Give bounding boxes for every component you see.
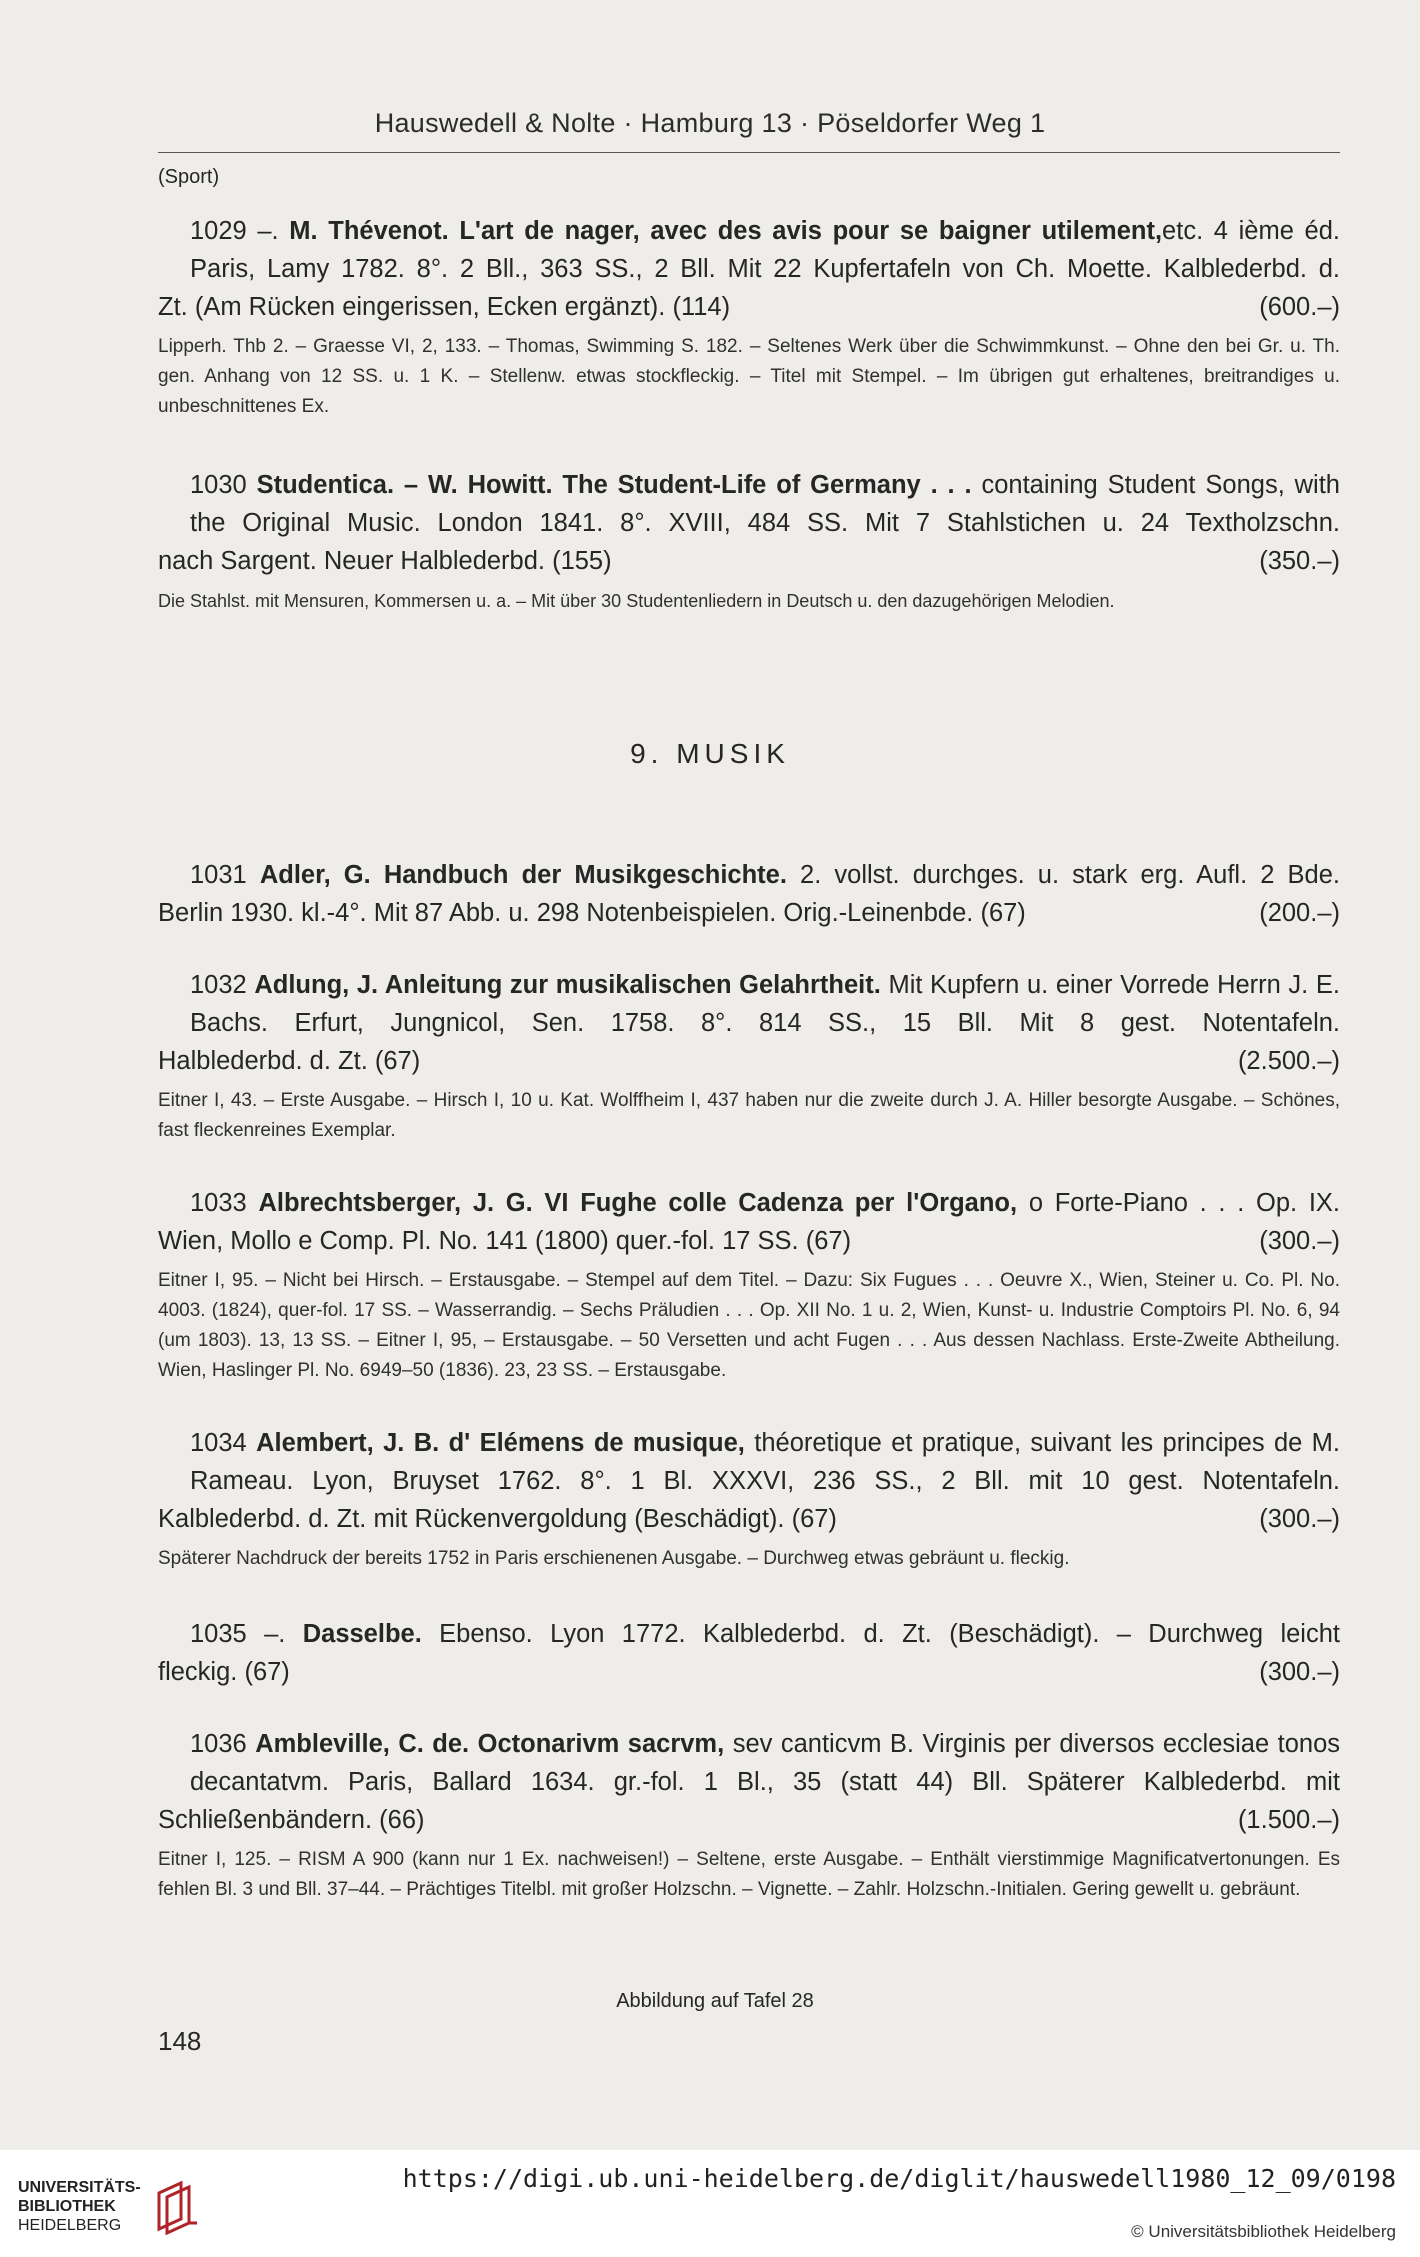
- entry-title: Studentica. – W. Howitt. The Student-Life of Germany . . .: [256, 471, 972, 499]
- permalink-url[interactable]: https://digi.ub.uni-heidelberg.de/diglit/hauswedell1980_12_09/0198: [402, 2164, 1396, 2193]
- lot-number: 1030: [190, 471, 247, 499]
- lot-number: 1032: [190, 971, 247, 999]
- logo-line-2: BIBLIOTHEK: [18, 2198, 116, 2215]
- logo-text: [18, 2178, 141, 2235]
- entry-last-line: fleckig. (67): [158, 1658, 290, 1686]
- library-footer: [0, 2150, 1420, 2257]
- logo-line-1: UNIVERSITÄTS-: [18, 2179, 141, 2196]
- entry-last-line: nach Sargent. Neuer Halblederbd. (155): [158, 547, 612, 575]
- entry-note: Lipperh. Thb 2. – Graesse VI, 2, 133. – Thomas, Swimming S. 182. – Seltenes Werk über die Schwimmkunst. – Ohne den bei Gr. u. Th. gen. Anhang von 12 SS. u. 1 K. – Stellenw. etwas stockfleckig. – Titel mit Stempel. – Im übrigen gut erhaltenes, breitrandiges u. unbeschnittenes Ex.: [158, 336, 1340, 417]
- entry-price: (300.–): [1259, 1505, 1340, 1533]
- library-logo[interactable]: [18, 2178, 201, 2235]
- lot-number: 1031: [190, 861, 247, 889]
- entry-price: (200.–): [1259, 899, 1340, 927]
- lot-number: 1036: [190, 1730, 247, 1758]
- catalog-entry-1035: [158, 1615, 1340, 1691]
- section-heading: 9. MUSIK: [630, 738, 790, 769]
- entry-title: Alembert, J. B. d' Elémens de musique,: [256, 1429, 745, 1457]
- catalog-entry-1033: [158, 1184, 1340, 1386]
- section-tag: (Sport): [158, 166, 220, 188]
- entry-price: (600.–): [1259, 293, 1340, 321]
- lot-number: 1029 –.: [190, 217, 279, 245]
- entry-title: Ambleville, C. de. Octonarivm sacrvm,: [255, 1730, 725, 1758]
- lot-number: 1035 –.: [190, 1620, 286, 1648]
- lot-number: 1034: [190, 1429, 247, 1457]
- entry-title: M. Thévenot. L'art de nager, avec des avis pour se baigner utilement,: [289, 217, 1163, 245]
- catalog-entry-1031: [158, 856, 1340, 932]
- entry-last-line: Berlin 1930. kl.-4°. Mit 87 Abb. u. 298 Notenbeispielen. Orig.-Leinenbde. (67): [158, 899, 1026, 927]
- entry-text: containing Student Songs, with the Original Music. London 1841. 8°. XVIII, 484 SS. Mit 7 Stahlstichen u. 24 Textholzschn.: [190, 471, 1340, 537]
- entry-last-line: Wien, Mollo e Comp. Pl. No. 141 (1800) quer.-fol. 17 SS. (67): [158, 1227, 852, 1255]
- lot-number: 1033: [190, 1189, 247, 1217]
- entry-note: Eitner I, 125. – RISM A 900 (kann nur 1 Ex. nachweisen!) – Seltene, erste Ausgabe. – Enthält vierstimmige Magnificatvertonungen. Es fehlen Bl. 3 und Bll. 37–44. – Prächtiges Titelbl. mit großer Holzschn. – Vignette. – Zahlr. Holzschn.-Initialen. Gering gewellt u. gebräunt.: [158, 1849, 1340, 1900]
- header-rule: [158, 152, 1340, 153]
- entry-title: Albrechtsberger, J. G. VI Fughe colle Cadenza per l'Organo,: [258, 1189, 1018, 1217]
- entry-price: (300.–): [1259, 1227, 1340, 1255]
- entry-price: (300.–): [1259, 1658, 1340, 1686]
- entry-text: Mit Kupfern u. einer Vorrede Herrn J. E. Bachs. Erfurt, Jungnicol, Sen. 1758. 8°. 814 SS., 15 Bll. Mit 8 gest. Notentafeln.: [190, 971, 1340, 1037]
- catalog-entry-1029: [158, 212, 1340, 422]
- page-number: 148: [158, 2026, 202, 2056]
- entry-note: Eitner I, 43. – Erste Ausgabe. – Hirsch I, 10 u. Kat. Wolffheim I, 437 haben nur die zweite durch J. A. Hiller besorgte Ausgabe. – Schönes, fast fleckenreines Exemplar.: [158, 1090, 1340, 1141]
- entry-text: o Forte-Piano . . . Op. IX.: [1028, 1189, 1340, 1217]
- entry-last-line: Kalblederbd. d. Zt. mit Rückenvergoldung (Beschädigt). (67): [158, 1505, 837, 1533]
- copyright-notice: © Universitätsbibliothek Heidelberg: [1131, 2222, 1396, 2241]
- entry-price: (2.500.–): [1237, 1047, 1340, 1075]
- entry-title: Adlung, J. Anleitung zur musikalischen Gelahrtheit.: [254, 971, 881, 999]
- entry-text: sev canticvm B. Virginis per diversos ecclesiae tonos decantatvm. Paris, Ballard 1634. gr.-fol. 1 Bl., 35 (statt 44) Bll. Späterer Kalblederbd. mit: [190, 1730, 1341, 1796]
- entry-text: Ebenso. Lyon 1772. Kalblederbd. d. Zt. (Beschädigt). – Durchweg leicht: [439, 1620, 1340, 1648]
- catalog-entry-1036: [158, 1725, 1340, 1905]
- catalog-entry-1034: [158, 1424, 1340, 1574]
- entry-note: Späterer Nachdruck der bereits 1752 in Paris erschienenen Ausgabe. – Durchweg etwas gebräunt u. fleckig.: [158, 1548, 1070, 1569]
- entry-last-line: Halblederbd. d. Zt. (67): [158, 1047, 421, 1075]
- catalog-entry-1030: [158, 466, 1340, 616]
- entry-note: Eitner I, 95. – Nicht bei Hirsch. – Erstausgabe. – Stempel auf dem Titel. – Dazu: Six Fugues . . . Oeuvre X., Wien, Steiner u. Co. Pl. No. 4003. (1824), quer-fol. 17 SS. – Wasserrandig. – Sechs Präludien . . . Op. XII No. 1 u. 2, Wien, Kunst- u. Industrie Comptoirs Pl. No. 6, 94 (um 1803). 13, 13 SS. – Eitner I, 95, – Erstausgabe. – 50 Versetten und acht Fugen . . . Aus dessen Nachlass. Erste-Zweite Abtheilung. Wien, Haslinger Pl. No. 6949–50 (1836). 23, 23 SS. – Erstausgabe.: [158, 1270, 1340, 1381]
- catalog-entry-1032: [158, 966, 1340, 1146]
- entry-text: 2. vollst. durchges. u. stark erg. Aufl. 2 Bde.: [800, 861, 1340, 889]
- library-emblem-icon: [151, 2179, 201, 2235]
- logo-line-3: HEIDELBERG: [18, 2217, 122, 2234]
- entry-text: etc. 4 ième éd. Paris, Lamy 1782. 8°. 2 Bll., 363 SS., 2 Bll. Mit 22 Kupfertafeln von Ch. Moette. Kalblederbd. d.: [190, 217, 1340, 283]
- entry-last-line: Schließenbändern. (66): [158, 1806, 425, 1834]
- entry-text: théoretique et pratique, suivant les principes de M. Rameau. Lyon, Bruyset 1762. 8°. 1 Bl. XXXVI, 236 SS., 2 Bll. mit 10 gest. Notentafeln.: [190, 1429, 1341, 1495]
- entry-last-line: Zt. (Am Rücken eingerissen, Ecken ergänzt). (114): [158, 293, 731, 321]
- running-head: Hauswedell & Nolte · Hamburg 13 · Pöseldorfer Weg 1: [374, 108, 1046, 138]
- entry-price: (350.–): [1259, 547, 1340, 575]
- entry-note: Die Stahlst. mit Mensuren, Kommersen u. a. – Mit über 30 Studentenliedern in Deutsch u. den dazugehörigen Melodien.: [158, 591, 1115, 611]
- entry-price: (1.500.–): [1237, 1806, 1340, 1834]
- plate-caption: Abbildung auf Tafel 28: [616, 1990, 814, 2012]
- entry-title: Dasselbe.: [302, 1620, 422, 1648]
- entry-title: Adler, G. Handbuch der Musikgeschichte.: [259, 861, 787, 889]
